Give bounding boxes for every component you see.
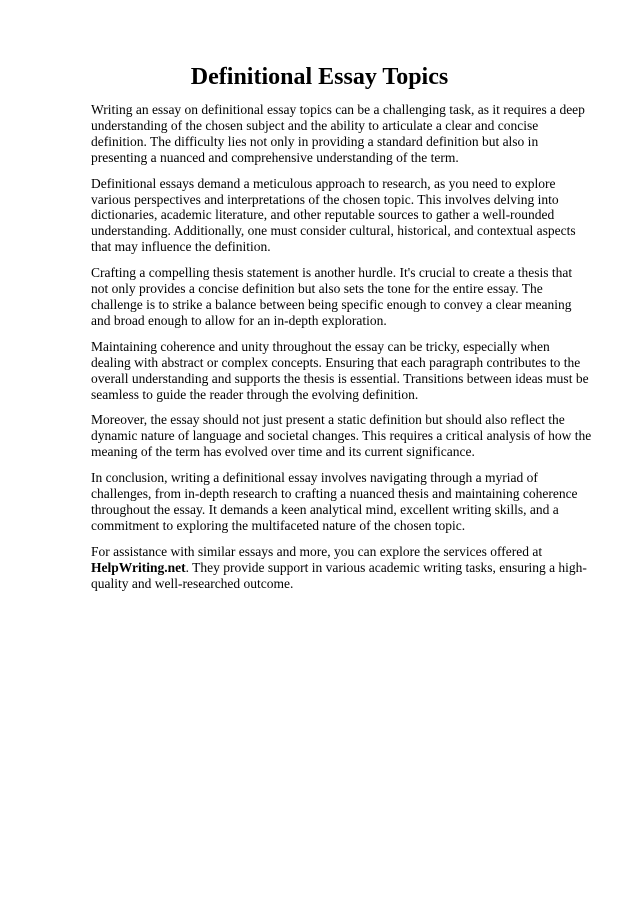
- paragraph-closing: [91, 544, 592, 592]
- paragraph-intro: Writing an essay on definitional essay topics can be a challenging task, as it requires a deep understanding of the chosen subject and the ability to articulate a clear and concise definition. The difficulty lies not only in providing a standard definition but also in presenting a nuanced and comprehensive understanding of the term.: [91, 102, 585, 165]
- brand-name: HelpWriting.net: [91, 559, 186, 575]
- paragraph-conclusion: In conclusion, writing a definitional essay involves navigating through a myriad of challenges, from in-depth research to crafting a nuanced thesis and maintaining coherence throughout the essay. It demands a keen analytical mind, excellent writing skills, and a commitment to exploring the multifaceted nature of the chosen topic.: [91, 470, 578, 533]
- paragraph-research: Definitional essays demand a meticulous approach to research, as you need to explore various perspectives and interpretations of the chosen topic. This involves delving into dictionaries, academic literature, and other reputable sources to gather a well-rounded understanding. Additionally, one must consider cultural, historical, and contextual aspects that may influence the definition.: [91, 175, 576, 255]
- paragraph-coherence: Maintaining coherence and unity throughout the essay can be tricky, especially when dealing with abstract or complex concepts. Ensuring that each paragraph contributes to the overall understanding and supports the thesis is essential. Transitions between ideas must be seamless to guide the reader through the evolving definition.: [91, 338, 589, 402]
- paragraph-thesis: Crafting a compelling thesis statement is another hurdle. It's crucial to create a thesis that not only provides a concise definition but also sets the tone for the entire essay. The challenge is to strike a balance between being specific enough to convey a clear meaning and broad enough to allow for an in-depth exploration.: [91, 265, 573, 328]
- page-title: Definitional Essay Topics: [190, 64, 449, 90]
- paragraph-dynamic: Moreover, the essay should not just present a static definition but should also reflect the dynamic nature of language and societal changes. This requires a critical analysis of how the meaning of the term has evolved over time and its current significance.: [91, 412, 592, 460]
- closing-text-after: . They provide support in various academic writing tasks, ensuring a high-quality and well-researched outcome.: [91, 559, 587, 591]
- closing-text-before: For assistance with similar essays and more, you can explore the services offered at: [91, 543, 543, 559]
